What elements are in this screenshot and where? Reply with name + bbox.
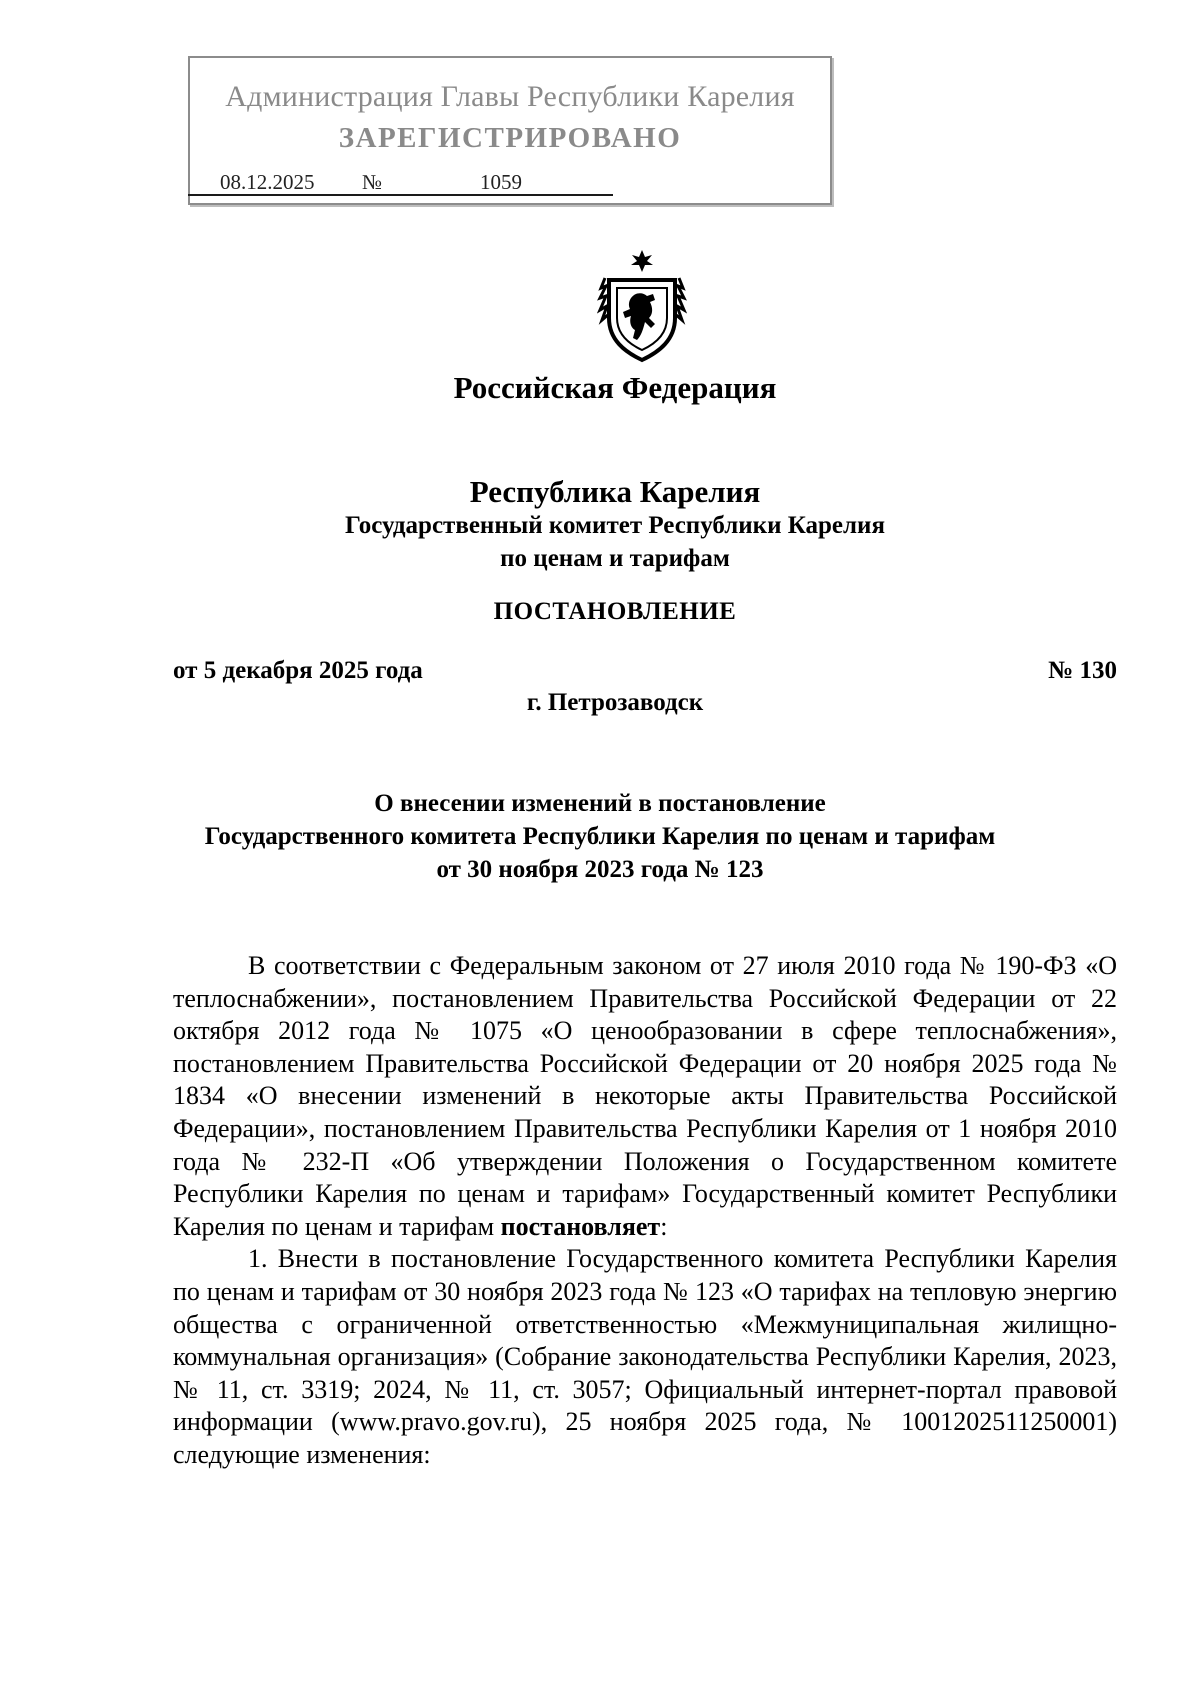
document-number: № 130 xyxy=(1048,657,1117,684)
stamp-number: 1059 xyxy=(480,170,522,194)
country-heading: Российская Федерация xyxy=(453,370,777,405)
document-title-line3: от 30 ноября 2023 года № 123 xyxy=(436,856,764,883)
document-title-line1: О внесении изменений в постановление xyxy=(374,790,826,817)
committee-heading-line2: по ценам и тарифам xyxy=(500,545,730,572)
decree-colon: : xyxy=(660,1211,668,1241)
document-body xyxy=(173,950,1117,1472)
registration-stamp xyxy=(188,56,832,205)
item-1-paragraph: 1. Внести в постановление Государственного комитета Республики Карелия по ценам и тарифам от 30 ноября 2023 года № 123 «О тарифах на тепловую энергию общества с ограниченной ответственностью «Межмуниципальная жилищно-коммунальная организация» (Собрание законодательства Республики Карелия, 2023, № 11, ст. 3319; 2024, № 11, ст. 3057; Официальный интернет-портал правовой информации (www.pravo.gov.ru), 25 ноября 2025 года, № 1001202511250001) следующие изменения: xyxy=(173,1244,1117,1469)
document-type-heading: ПОСТАНОВЛЕНИЕ xyxy=(493,598,737,625)
stamp-organization: Администрация Главы Республики Карелия xyxy=(225,80,795,113)
document-title-line2: Государственного комитета Республики Карелия по ценам и тарифам xyxy=(204,823,996,850)
republic-heading: Республика Карелия xyxy=(469,474,761,509)
document-city: г. Петрозаводск xyxy=(526,689,704,716)
stamp-number-sign: № xyxy=(362,170,383,194)
document-title xyxy=(0,787,1200,886)
preamble-text: В соответствии с Федеральным законом от 27 июля 2010 года № 190-ФЗ «О теплоснабжении», постановлением Правительства Российской Федерации от 22 октября 2012 года № 1075 «О ценообразовании в сфере теплоснабжения», постановлением Правительства Российской Федерации от 20 ноября 2025 года № 1834 «О внесении изменений в некоторые акты Правительства Российской Федерации», постановлением Правительства Республики Карелия от 1 ноября 2010 года № 232-П «Об утверждении Положения о Государственном комитете Республики Карелия по ценам и тарифам» Государственный комитет Республики Карелия по ценам и тарифам xyxy=(173,951,1117,1241)
stamp-status: ЗАРЕГИСТРИРОВАНО xyxy=(338,122,682,154)
karelia-coat-of-arms-icon xyxy=(597,248,687,363)
document-date: от 5 декабря 2025 года xyxy=(173,657,423,684)
stamp-date: 08.12.2025 xyxy=(220,170,315,194)
stamp-underline xyxy=(188,194,613,196)
decree-word: постановляет xyxy=(500,1211,661,1241)
committee-heading-line1: Государственный комитет Республики Карелия xyxy=(345,512,885,539)
preamble-paragraph xyxy=(173,950,1117,1243)
